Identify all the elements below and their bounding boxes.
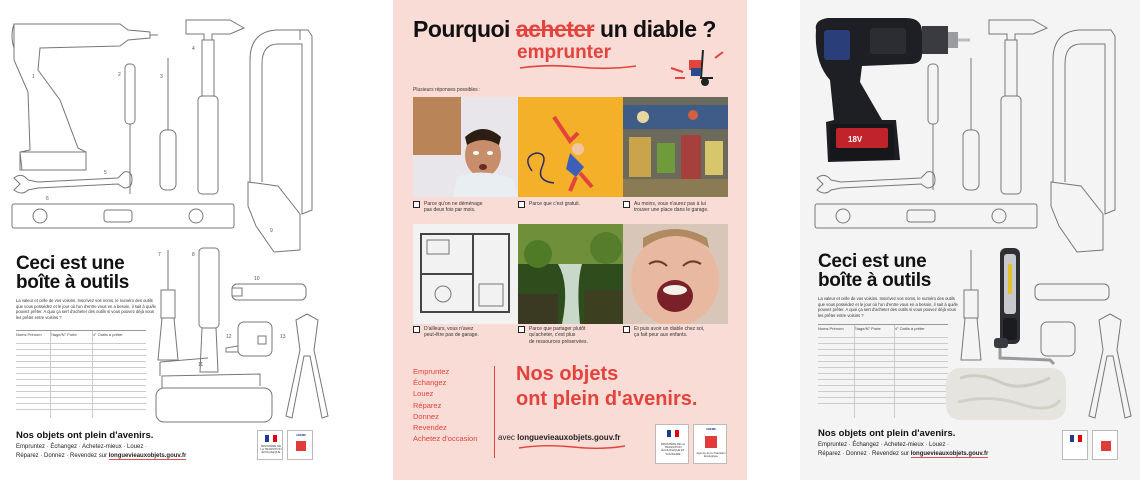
headline-line-2: boîte à outils [16,272,129,293]
toolbox-instructions: La valeur et celle de vos voisins. Inscrivez vos noms, le numéro des outils que vous possédez et le jour où l'un d'entre vous en a besoin, il sait à qui/le pouvez prêter. A quoi ça sert d'acheter des outils si vous pouvez déjà vous les prêter entre voisins ? [818,296,958,318]
french-flag-icon [265,435,277,442]
slogan-line-1: Nos objets [516,363,619,385]
headline-line-2: boîte à outils [818,270,931,291]
website-underline [517,443,627,451]
svg-text:12: 12 [226,334,232,340]
svg-text:2: 2 [118,72,121,78]
brush-outline [158,250,178,360]
svg-text:3: 3 [160,74,163,80]
website-prefix: avec [498,433,518,442]
level-outline [12,204,234,228]
battery-label: 18V [848,135,863,144]
svg-text:4: 4 [192,46,195,52]
footer-line-2-text: Réparez · Donnez · Revendez sur [818,450,911,457]
slogan [516,362,697,412]
pliers-outline [286,314,328,418]
answer-3-text [634,201,709,214]
answer-5-text [529,326,588,345]
french-flag-icon [1070,435,1082,442]
ministry-logo [257,430,283,460]
poster-title [413,16,716,43]
ministry-logo [655,424,689,464]
verb-item: Achetez d'occasion [413,434,478,444]
table-divider [894,325,895,418]
title-replacement-word: emprunter [517,42,611,63]
divider-line [494,366,495,458]
ademe-mark-icon [705,436,717,448]
footer-line-2-text: Réparez · Donnez · Revendez sur [16,452,109,459]
answer-3 [623,201,738,221]
footer-line-1: Empruntez · Échangez · Achetez-mieux · Louez · [16,444,148,450]
toolbox-headline [16,254,129,292]
svg-text:11: 11 [198,362,204,368]
verb-item: Donnez [413,411,439,421]
toolbox-instructions: La valeur et celle de vos voisins. Inscrivez vos noms, le numéro des outils que vous possédez et le jour où l'un d'entre vous en a besoin, il sait à qui/le pouvez prêter. A quoi ça sert d'acheter des outils si vous pouvez déjà vous les prêter entre voisins ? [16,298,156,320]
answer-5-line-2: qu'acheter, c'est plus [529,332,576,339]
ministry-logo [1062,430,1088,460]
title-struck-word: acheter [515,16,595,42]
svg-text:6: 6 [46,196,49,202]
footer-site-link[interactable]: longuevieauxobjets.gouv.fr [108,452,187,459]
footer-line-1: Empruntez · Échangez · Achetez-mieux · Louez · [818,442,950,448]
col-name-header: Noms Prénom [818,326,844,331]
website-line [498,433,621,442]
french-flag-icon [667,430,679,437]
tape-measure-outline [226,322,272,356]
svg-text:13: 13 [280,334,286,340]
answer-5-line-3: de ressources préservées. [529,338,588,345]
putty-knife-outline [199,248,219,372]
answer-4-line-2: peut-être pas de garage. [424,332,479,339]
verb-item: Revendez [413,423,447,433]
answer-6-line-2: ça fait peur aux enfants. [634,332,688,339]
svg-text:8: 8 [192,252,195,258]
answer-3-line-1: Au moins, vous n'aurez pas à lui [634,201,706,207]
ademe-mark-icon [1101,441,1111,451]
col-tools-header: N° Outils à prêter [92,332,123,337]
table-divider [92,331,93,418]
poster-toolbox-outline [0,0,333,480]
neighbor-table [16,330,146,418]
answer-1-line-2: pas deux fois par mois. [424,207,476,214]
paint-roller-outline [156,358,272,422]
answer-2 [518,201,623,221]
poster-why-buy-hand-truck [393,0,747,480]
underline-squiggle [518,62,638,72]
footer-site-link[interactable]: longuevieauxobjets.gouv.fr [910,450,989,457]
answer-2-line-1: Parce que c'est gratuit. [529,201,580,207]
svg-text:10: 10 [254,276,260,282]
wrench-outline [14,172,132,193]
svg-text:7: 7 [158,252,161,258]
svg-text:1: 1 [32,74,35,80]
verb-item: Empruntez [413,367,450,376]
answer-4-text [424,326,479,339]
verb-item: Échangez [413,378,447,388]
drill-outline [12,24,158,170]
answer-4 [413,326,518,348]
screwdriver-outline [125,64,135,194]
verb-item: Louez [413,389,434,399]
hacksaw-outline [248,30,312,252]
action-verbs-list [413,366,477,444]
ministry-logo-text: MINISTÈRE DE LA TRANSITION ÉCOLOGIQUE ET SOLIDAIRE [660,442,686,456]
answer-5 [518,326,623,348]
answer-3-line-2: trouver une place dans le garage. [634,207,709,214]
col-floor-header: Étage/N° Porte [50,332,77,337]
answer-4-line-1: D'ailleurs, vous n'avez [424,326,474,332]
floor-plan-image [413,224,518,324]
table-row[interactable] [16,404,146,410]
col-floor-header: Étage/N° Porte [854,326,881,331]
cutter-outline [232,284,306,300]
ademe-logo [693,424,727,464]
photo-screaming-child [623,224,728,324]
hand-truck-icon [667,46,727,94]
photo-forest-stream [518,224,623,324]
footer-slogan: Nos objets ont plein d'avenirs. [16,430,154,441]
footer-actions [16,443,186,460]
toolbox-headline [818,252,931,290]
paint-roller-photo [940,338,1070,428]
neighbor-table-header [16,331,146,338]
footer-actions [818,441,988,458]
footer-line-2 [818,450,988,459]
multiple-answers-note: Plusieurs réponses possibles : [413,87,481,93]
neighbor-table-header [818,325,948,332]
website-link[interactable]: longuevieauxobjets.gouv.fr [517,433,621,442]
headline-line-1: Ceci est une [16,253,125,274]
svg-text:5: 5 [104,170,107,176]
title-start: Pourquoi [413,16,516,42]
illustration-falling-person [518,97,623,197]
answer-6-line-1: Et puis avoir un diable chez soi, [634,326,705,332]
col-name-header: Noms Prénom [16,332,42,337]
ademe-logo [1092,430,1118,460]
ministry-logo-text: MINISTÈRE DE LA TRANSITION ÉCOLOGIQUE [260,444,282,455]
answer-1-line-1: Parce qu'on ne déménage [424,201,483,207]
ademe-mark-icon [296,441,306,451]
answer-1 [413,201,518,221]
svg-text:9: 9 [270,228,273,234]
answer-1-text [424,201,483,214]
headline-line-1: Ceci est une [818,251,927,272]
answer-6-text [634,326,704,339]
footer-line-2 [16,452,186,461]
table-divider [854,325,855,418]
answer-2-text [529,201,580,207]
footer-slogan: Nos objets ont plein d'avenirs. [818,428,956,439]
answer-5-line-1: Parce que partager plutôt [529,326,586,332]
slogan-line-2: ont plein d'avenirs. [516,388,698,410]
ademe-logo [287,430,313,460]
table-row[interactable] [818,398,948,404]
col-tools-header: N° Outils à prêter [894,326,925,331]
ademe-logo-text: ADEME [705,427,717,431]
verb-item: Réparez [413,400,442,410]
ademe-logo-subtext: Agence de la Transition Écologique [696,451,726,459]
photo-cluttered-garage [623,97,728,197]
ademe-logo-text: ADEME [295,433,307,437]
title-end: un diable ? [594,16,716,42]
table-divider [50,331,51,418]
neighbor-table [818,324,948,418]
cordless-drill-photo [810,10,970,170]
photo-man-moving-box [413,97,518,197]
answer-6 [623,326,738,348]
poster-toolbox-with-tools [800,0,1140,480]
